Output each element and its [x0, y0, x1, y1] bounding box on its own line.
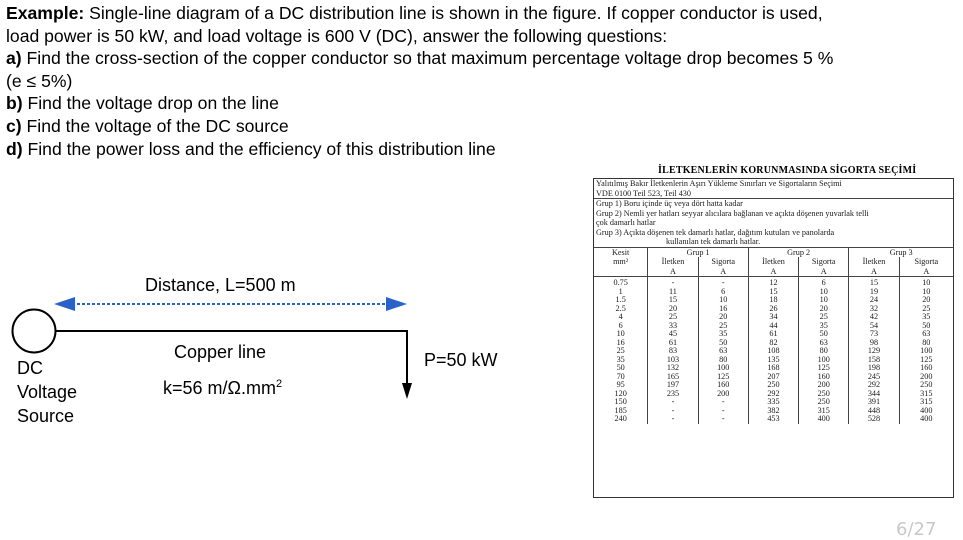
table-cell: 240: [614, 414, 627, 423]
table-cell: 10: [899, 288, 953, 297]
group2-note-a: Grup 2) Nemli yer hatları seyyar alıcılara bağlanan ve açıkta döşenen yuvarlak telli: [596, 208, 869, 218]
table-cell: 80: [698, 356, 748, 365]
source-label-2: Voltage: [17, 382, 78, 402]
table-cell: 83: [648, 347, 698, 356]
table-cell: 100: [799, 356, 849, 365]
source-label-1: DC: [17, 358, 43, 378]
table-cell: 160: [899, 364, 953, 373]
header-kesit: Kesit: [612, 247, 630, 257]
table-cell: 400: [799, 415, 849, 424]
table-cell: 292: [748, 390, 798, 399]
table-row: [594, 277, 953, 288]
table-cell: 108: [748, 347, 798, 356]
table-cell: 19: [849, 288, 899, 297]
table-cell: 25: [616, 346, 625, 355]
table-cell: 11: [648, 288, 698, 297]
header-g3-sigorta: Sigorta: [899, 257, 953, 267]
table-cell: 207: [748, 373, 798, 382]
table-cell: 10: [698, 296, 748, 305]
load-arrow: [402, 331, 412, 399]
table-cell: 32: [849, 305, 899, 314]
table-cell: 0.75: [613, 278, 628, 287]
header-grup1: Grup 1: [648, 248, 749, 258]
dc-source-symbol: [13, 310, 56, 353]
table-cell: 344: [849, 390, 899, 399]
load-power-label: P=50 kW: [424, 350, 498, 370]
table-cell: 235: [648, 390, 698, 399]
table-cell: 160: [799, 373, 849, 382]
table-cell: 150: [614, 397, 627, 406]
table-cell: 6: [618, 320, 623, 330]
table-cell: 63: [698, 347, 748, 356]
table-cell: 129: [849, 347, 899, 356]
table-cell: 135: [748, 356, 798, 365]
table-cell: 15: [748, 288, 798, 297]
table-cell: 82: [748, 339, 798, 348]
table-cell: -: [648, 407, 698, 416]
table-cell: 10: [899, 277, 953, 288]
table-cell: 1: [618, 286, 623, 296]
table-cell: 448: [849, 407, 899, 416]
question-d: d) Find the power loss and the efficiency of this distribution line: [6, 138, 496, 159]
table-cell: 20: [698, 313, 748, 322]
table-cell: 125: [899, 356, 953, 365]
question-a: a) Find the cross-section of the copper conductor so that maximum percentage voltage drop becomes 5 %: [6, 48, 834, 69]
table-cell: 16: [698, 305, 748, 314]
table-cell: 63: [799, 339, 849, 348]
table-cell: 20: [648, 305, 698, 314]
table-cell: 35: [616, 354, 625, 364]
table-cell: 25: [899, 305, 953, 314]
unit-a: A: [799, 267, 849, 277]
question-b: b) Find the voltage drop on the line: [6, 93, 279, 114]
table-cell: 45: [648, 330, 698, 339]
group3-note-a: Grup 3) Açıkta döşenen tek damarlı hatlar, dağıtım kutuları ve panolarda: [596, 227, 835, 237]
table-cell: 50: [616, 363, 625, 372]
table-subtitle: Yalıtılmış Bakır İletkenlerin Aşırı Yükleme Sınırları ve Sigortaların Seçimi: [596, 179, 842, 188]
table-cell: 16: [616, 337, 625, 347]
header-grup3: Grup 3: [849, 248, 953, 258]
table-cell: 50: [799, 330, 849, 339]
table-cell: 197: [648, 381, 698, 390]
table-cell: 15: [849, 277, 899, 288]
conductivity-label: k=56 $m/\Omega.mm^2$: [163, 378, 283, 398]
fuse-selection-table: [593, 178, 954, 498]
unit-a: A: [698, 267, 748, 277]
table-cell: 103: [648, 356, 698, 365]
table-cell: 292: [849, 381, 899, 390]
table-cell: 528: [849, 415, 899, 424]
table-cell: 35: [899, 313, 953, 322]
problem-line-2: load power is 50 kW, and load voltage is 600 V (DC), answer the following questions:: [6, 25, 668, 46]
problem-line-1: Example: Single-line diagram of a DC distribution line is shown in the figure. If copper conductor is used,: [6, 3, 823, 23]
table-cell: 18: [748, 296, 798, 305]
unit-a: A: [748, 267, 798, 277]
table-cell: 80: [799, 347, 849, 356]
table-cell: 400: [899, 415, 953, 424]
table-cell: 2.5: [615, 303, 626, 313]
header-mm: mm²: [613, 257, 629, 266]
table-cell: 10: [799, 296, 849, 305]
table-cell: 80: [899, 339, 953, 348]
table-cell: 25: [698, 322, 748, 331]
table-cell: 25: [648, 313, 698, 322]
copper-line-label: Copper line: [174, 342, 267, 362]
table-cell: 73: [849, 330, 899, 339]
table-title: İLETKENLERİN KORUNMASINDA SİGORTA SEÇİMİ: [658, 165, 917, 176]
table-cell: 165: [648, 373, 698, 382]
header-g2-iletken: İletken: [748, 257, 798, 267]
table-body: [594, 277, 953, 424]
table-cell: -: [698, 277, 748, 288]
table-cell: 250: [899, 381, 953, 390]
table-cell: 100: [899, 347, 953, 356]
table-cell: 382: [748, 407, 798, 416]
table-cell: 61: [748, 330, 798, 339]
question-c: c) Find the voltage of the DC source: [6, 115, 289, 136]
header-grup2: Grup 2: [748, 248, 849, 258]
table-cell: 33: [648, 322, 698, 331]
table-cell: 250: [748, 381, 798, 390]
table-cell: 15: [648, 296, 698, 305]
unit-a: A: [849, 267, 899, 277]
table-cell: 50: [698, 339, 748, 348]
table-cell: 315: [899, 398, 953, 407]
table-cell: 200: [799, 381, 849, 390]
table-cell: 132: [648, 364, 698, 373]
table-cell: 158: [849, 356, 899, 365]
header-g1-sigorta: Sigorta: [698, 257, 748, 267]
table-cell: 61: [648, 339, 698, 348]
table-cell: 200: [698, 390, 748, 399]
ampacity-table: [594, 248, 953, 424]
table-cell: -: [698, 398, 748, 407]
header-g1-iletken: İletken: [648, 257, 698, 267]
table-cell: 125: [799, 364, 849, 373]
table-cell: 315: [799, 407, 849, 416]
table-cell: -: [698, 407, 748, 416]
table-cell: 4: [618, 312, 623, 321]
unit-a: A: [648, 267, 698, 277]
table-cell: 245: [849, 373, 899, 382]
group3-note-b: kullanılan tek damarlı hatlar.: [666, 237, 761, 246]
table-cell: 54: [849, 322, 899, 331]
header-g2-sigorta: Sigorta: [799, 257, 849, 267]
distance-arrow: [54, 297, 407, 311]
distance-label: Distance, L=500 m: [145, 275, 296, 295]
table-cell: -: [648, 415, 698, 424]
table-cell: 250: [799, 390, 849, 399]
table-cell: 12: [748, 277, 798, 288]
unit-a: A: [899, 267, 953, 277]
group1-note: Grup 1) Boru içinde üç veya dört hatta kadar: [596, 199, 743, 208]
table-cell: 98: [849, 339, 899, 348]
table-cell: 453: [748, 415, 798, 424]
table-cell: 24: [849, 296, 899, 305]
table-cell: 200: [899, 373, 953, 382]
table-cell: -: [698, 415, 748, 424]
table-cell: 6: [799, 277, 849, 288]
table-cell: 1.5: [615, 295, 626, 304]
table-cell: 25: [799, 313, 849, 322]
table-cell: -: [648, 277, 698, 288]
page-number: 6/27: [896, 519, 937, 540]
group2-note-b: çok damarlı hatlar: [596, 218, 656, 227]
table-cell: 100: [698, 364, 748, 373]
table-standard: VDE 0100 Teil 523, Teil 430: [594, 189, 953, 200]
question-a-cont: (e ≤ 5%): [6, 70, 73, 91]
table-cell: 185: [614, 405, 627, 415]
table-cell: 400: [899, 407, 953, 416]
table-cell: 26: [748, 305, 798, 314]
table-cell: 120: [614, 388, 627, 398]
table-cell: 168: [748, 364, 798, 373]
table-cell: 20: [799, 305, 849, 314]
table-cell: 198: [849, 364, 899, 373]
table-cell: 42: [849, 313, 899, 322]
table-cell: 63: [899, 330, 953, 339]
table-cell: 10: [799, 288, 849, 297]
source-label-3: Source: [17, 406, 75, 426]
table-cell: 70: [616, 371, 625, 381]
table-cell: 95: [616, 380, 625, 389]
table-cell: 391: [849, 398, 899, 407]
table-row: [594, 415, 953, 424]
table-cell: 250: [799, 398, 849, 407]
table-cell: 6: [698, 288, 748, 297]
table-cell: 20: [899, 296, 953, 305]
table-cell: -: [648, 398, 698, 407]
table-cell: 160: [698, 381, 748, 390]
table-cell: 10: [616, 329, 625, 338]
table-cell: 50: [899, 322, 953, 331]
header-g3-iletken: İletken: [849, 257, 899, 267]
table-cell: 335: [748, 398, 798, 407]
table-cell: 315: [899, 390, 953, 399]
table-cell: 34: [748, 313, 798, 322]
table-cell: 35: [698, 330, 748, 339]
table-cell: 44: [748, 322, 798, 331]
table-cell: 125: [698, 373, 748, 382]
table-cell: 35: [799, 322, 849, 331]
